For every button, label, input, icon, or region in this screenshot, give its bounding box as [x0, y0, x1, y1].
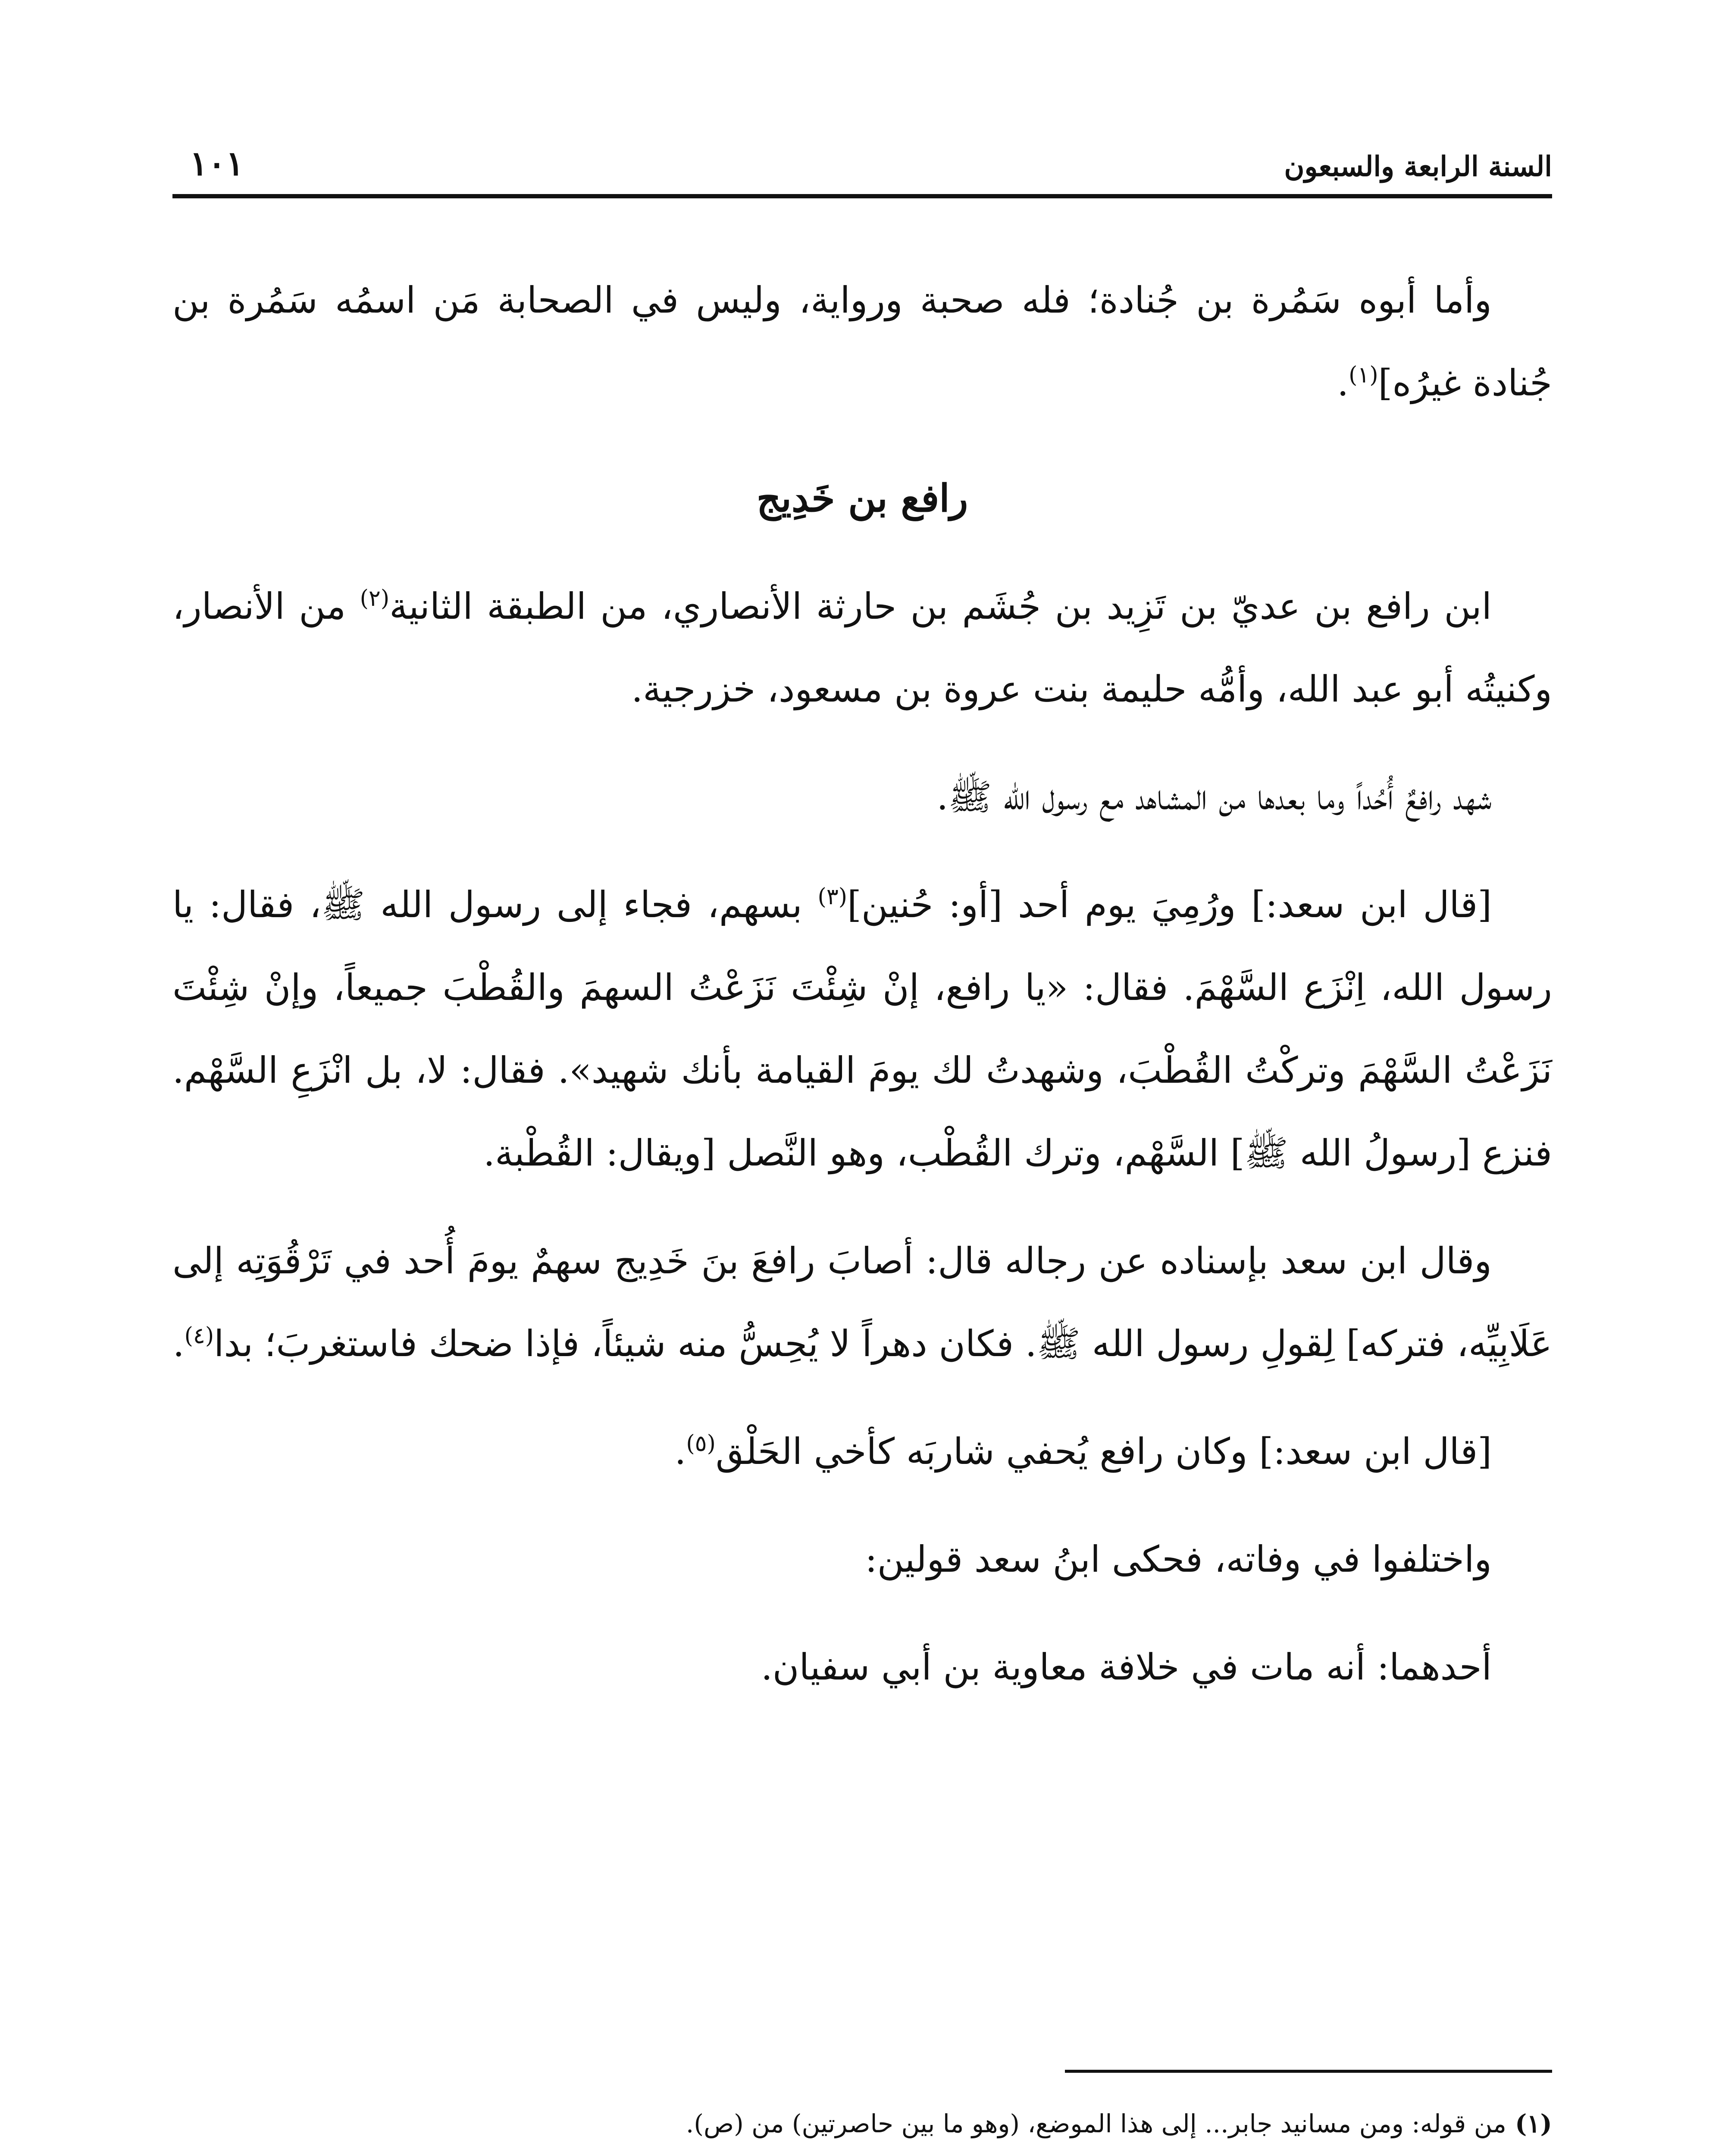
- paragraph-text: ابن رافع بن عديّ بن تَزِيد بن جُشَم بن حارثة الأنصاري، من الطبقة الثانية: [389, 585, 1492, 627]
- paragraph-end: .: [1337, 362, 1349, 404]
- paragraph-text: وقال ابن سعد بإسناده عن رجاله قال: أصابَ رافعَ بنَ خَدِيج سهمٌ يومَ أُحد في تَرْقُوَتِه إلى عَلَابِيِّه، فتركه] لِقولِ رسول الله ﷺ. فكان دهراً لا يُحِسُّ منه شيئاً، فإذا ضحك فاستغربَ؛ بدا: [172, 1240, 1552, 1365]
- book-page: [172, 129, 1552, 2156]
- section-title: رافع بن خَدِيج: [756, 476, 968, 520]
- paragraph-first-opinion: أحدهما: أنه مات في خلافة معاوية بن أبي سفيان.: [761, 1646, 1492, 1688]
- paragraph-text: [قال ابن سعد:] ورُمِيَ يوم أحد [أو: حُنين]: [847, 884, 1492, 926]
- footnote-ref-1: (١): [1349, 362, 1378, 388]
- paragraph-death: واختلفوا في وفاته، فحكى ابنُ سعد قولين:: [865, 1538, 1492, 1580]
- footnotes: [172, 2100, 1552, 2156]
- footnote-1: [172, 2100, 1552, 2148]
- header-rule: [172, 194, 1552, 198]
- footnote-ref-4: (٤): [184, 1323, 214, 1349]
- footnote-ref-2: (٢): [360, 586, 390, 611]
- running-title: السنة الرابعة والسبعون: [1284, 150, 1552, 183]
- paragraph-wound: [172, 1219, 1552, 1385]
- paragraph-moustache: [172, 1410, 1552, 1493]
- footnote-text: من قوله: ومن مسانيد جابر... إلى هذا الموضع، (وهو ما بين حاصرتين) من (ص).: [686, 2109, 1506, 2138]
- main-text: [172, 259, 1552, 1733]
- paragraph-text: [قال ابن سعد:] وكان رافع يُحفي شاربَه كأخي الحَلْق: [715, 1430, 1492, 1473]
- paragraph-end: .: [172, 1322, 185, 1365]
- footnote-ref-3: (٣): [817, 884, 848, 910]
- footnote-ref-5: (٥): [686, 1431, 716, 1457]
- paragraph-uhud: شهد رافعٌ أُحُداً وما بعدها من المشاهد مع رسول الله ﷺ.: [936, 776, 1492, 818]
- paragraph-end: .: [674, 1430, 686, 1473]
- footnote-number: (١): [1515, 2109, 1552, 2138]
- paragraph-text: وأما أبوه سَمُرة بن جُنادة؛ فله صحبة ورواية، وليس في الصحابة مَن اسمُه سَمُرة بن جُنادة غيرُه]: [172, 279, 1552, 404]
- footnote-rule: [1065, 2070, 1552, 2073]
- paragraph-text: من الأنصار، وكنيتُه أبو عبد الله، وأمُّه حليمة بنت عروة بن مسعود، خزرجية.: [172, 585, 1552, 710]
- paragraph-text: بسهم، فجاء إلى رسول الله ﷺ، فقال: يا رسول الله، اِنْزَع السَّهْمَ. فقال: «يا رافع، إنْ شِئْتَ نَزَعْتُ السهمَ والقُطْبَ جميعاً، وإنْ شِئْتَ نَزَعْتُ السَّهْمَ وتركْتُ القُطْبَ، وشهدتُ لك يومَ القيامة بأنك شهيد». فقال: لا، بل انْزَعِ السَّهْم. فنزع [رسولُ الله ﷺ] السَّهْم، وترك القُطْب، وهو النَّصل [ويقال: القُطْبة.: [172, 884, 1552, 1174]
- paragraph-arrow: [172, 863, 1552, 1194]
- page-header: [172, 129, 1552, 194]
- page-number: ١٠١: [190, 144, 244, 183]
- paragraph-samura: [172, 259, 1552, 424]
- paragraph-lineage: [172, 565, 1552, 730]
